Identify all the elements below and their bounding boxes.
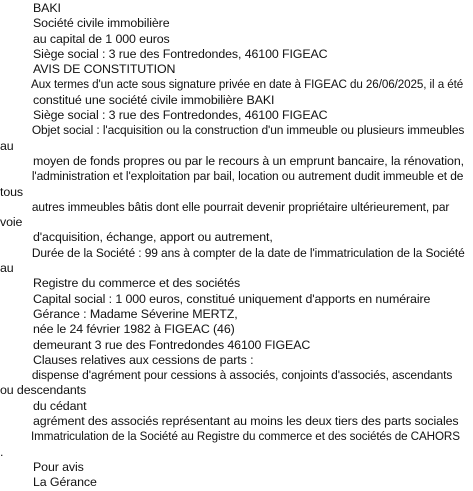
notice-line: agrément des associés représentant au moins les deux tiers des parts sociales: [33, 414, 459, 429]
notice-line: au: [0, 138, 14, 153]
notice-line: ou descendants: [0, 383, 87, 398]
company-type: Société civile immobilière: [33, 16, 170, 31]
notice-line: voie: [0, 215, 23, 230]
notice-line: Siège social : 3 rue des Fontredondes, 46100 FIGEAC: [33, 108, 328, 123]
notice-line: dispense d'agrément pour cessions à associés, conjoints d'associés, ascendants: [31, 368, 453, 383]
notice-line: tous: [0, 184, 24, 199]
notice-line: Aux termes d'un acte sous signature privée en date à FIGEAC du 26/06/2025, il a été: [31, 77, 464, 92]
notice-line: Objet social : l'acquisition ou la construction d'un immeuble ou plusieurs immeubles: [31, 123, 465, 138]
notice-line: Durée de la Société : 99 ans à compter de la date de l'immatriculation de la Société: [31, 245, 465, 260]
notice-line: Immatriculation de la Société au Registre du commerce et des sociétés de CAHORS: [31, 429, 460, 444]
notice-line: Clauses relatives aux cessions de parts :: [33, 352, 254, 367]
notice-line: demeurant 3 rue des Fontredondes 46100 FIGEAC: [33, 337, 311, 352]
notice-line: l'administration et l'exploitation par bail, location ou autrement dudit immeuble et de: [31, 169, 464, 184]
notice-line: moyen de fonds propres ou par le recours à un emprunt bancaire, la rénovation,: [33, 153, 464, 168]
notice-line: constitué une société civile immobilière BAKI: [33, 92, 275, 107]
notice-body: [0, 77, 473, 490]
notice-line: Capital social : 1 000 euros, constitué uniquement d'apports en numéraire: [33, 291, 431, 306]
notice-title: AVIS DE CONSTITUTION: [33, 62, 176, 77]
notice-line: autres immeubles bâtis dont elle pourrait devenir propriétaire ultérieurement, par: [31, 199, 450, 214]
notice-line: au: [0, 261, 14, 276]
notice-line: La Gérance: [33, 475, 97, 490]
company-name: BAKI: [33, 1, 61, 15]
head-office-line: Siège social : 3 rue des Fontredondes, 46100 FIGEAC: [33, 46, 328, 61]
notice-line: d'acquisition, échange, apport ou autrement,: [33, 230, 273, 245]
notice-line: du cédant: [33, 398, 87, 413]
notice-line: Gérance : Madame Séverine MERTZ,: [33, 306, 238, 321]
notice-line: .: [0, 444, 4, 459]
notice-line: née le 24 février 1982 à FIGEAC (46): [33, 322, 235, 337]
capital-line: au capital de 1 000 euros: [33, 31, 170, 46]
notice-line: Pour avis: [33, 459, 84, 474]
legal-notice: [0, 1, 473, 491]
notice-line: Registre du commerce et des sociétés: [33, 276, 241, 291]
